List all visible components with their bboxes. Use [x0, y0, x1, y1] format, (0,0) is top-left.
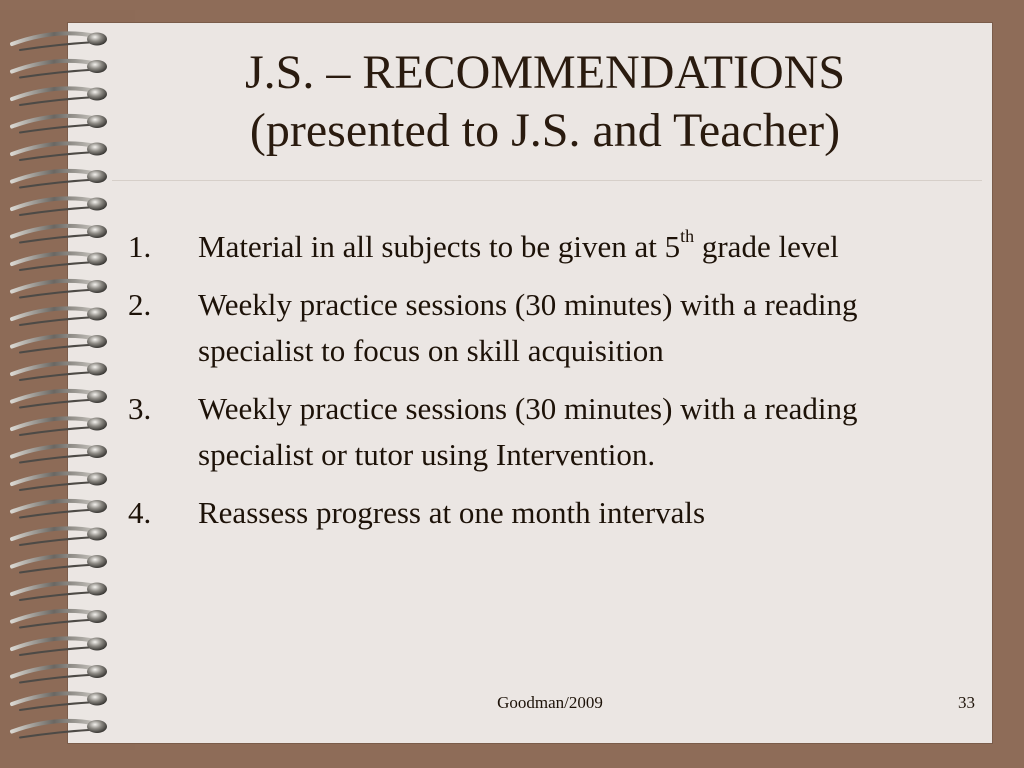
- spiral-bead: [87, 363, 107, 376]
- spiral-bead: [87, 418, 107, 431]
- spiral-wire: [20, 152, 96, 160]
- spiral-bead: [87, 280, 107, 293]
- list-item: [128, 224, 968, 270]
- spiral-wire: [20, 675, 96, 683]
- spiral-bead: [87, 198, 107, 211]
- item-number: 1.: [128, 229, 152, 264]
- spiral-wire: [20, 180, 96, 188]
- spiral-wire: [20, 455, 96, 463]
- spiral-wire: [20, 730, 96, 738]
- title-line-1: J.S. – RECOMMENDATIONS: [244, 46, 846, 99]
- spiral-bead: [87, 473, 107, 486]
- spiral-bead: [87, 665, 107, 678]
- footer-text: Goodman/2009: [497, 693, 603, 712]
- spiral-bead: [87, 638, 107, 651]
- spiral-bead: [87, 445, 107, 458]
- list-item: [128, 490, 968, 536]
- item-superscript: th: [680, 225, 695, 246]
- recommendations-list: [128, 224, 968, 548]
- spiral-wire: [20, 345, 96, 353]
- spiral-wire: [20, 537, 96, 545]
- spiral-wire: [20, 702, 96, 710]
- spiral-bead: [87, 88, 107, 101]
- spiral-wire: [20, 290, 96, 298]
- spiral-wire: [20, 42, 96, 50]
- spiral-bead: [87, 500, 107, 513]
- spiral-wire: [20, 400, 96, 408]
- list-item: [128, 386, 968, 478]
- item-number: 2.: [128, 287, 152, 322]
- spiral-wire: [20, 125, 96, 133]
- spiral-bead: [87, 693, 107, 706]
- item-text: [198, 225, 839, 264]
- spiral-bead: [87, 720, 107, 733]
- title-divider: [112, 180, 982, 181]
- spiral-binding-icon: [0, 0, 120, 768]
- spiral-bead: [87, 225, 107, 238]
- spiral-bead: [87, 33, 107, 46]
- list-item: [128, 282, 968, 374]
- spiral-wire: [20, 592, 96, 600]
- spiral-bead: [87, 555, 107, 568]
- item-number: 3.: [128, 391, 152, 426]
- spiral-bead: [87, 390, 107, 403]
- spiral-bead: [87, 60, 107, 73]
- spiral-bead: [87, 253, 107, 266]
- spiral-wire: [20, 207, 96, 215]
- item-text: Weekly practice sessions (30 minutes) with a reading specialist to focus on skill acquisition: [198, 287, 858, 368]
- spiral-bead: [87, 115, 107, 128]
- spiral-wire: [20, 70, 96, 78]
- spiral-bead: [87, 308, 107, 321]
- item-text-tail: grade level: [694, 229, 839, 264]
- spiral-wire: [20, 372, 96, 380]
- slide-number: 33: [958, 693, 975, 712]
- spiral-wire: [20, 510, 96, 518]
- spiral-bead: [87, 335, 107, 348]
- title-line-2: (presented to J.S. and Teacher): [249, 104, 841, 157]
- spiral-bead: [87, 610, 107, 623]
- item-number: 4.: [128, 495, 152, 530]
- spiral-wire: [20, 317, 96, 325]
- spiral-wire: [20, 427, 96, 435]
- item-text: Reassess progress at one month intervals: [198, 495, 706, 530]
- spiral-bead: [87, 583, 107, 596]
- spiral-coils: [12, 33, 107, 738]
- spiral-wire: [20, 620, 96, 628]
- spiral-wire: [20, 565, 96, 573]
- spiral-bead: [87, 170, 107, 183]
- spiral-wire: [20, 235, 96, 243]
- spiral-bead: [87, 143, 107, 156]
- spiral-wire: [20, 482, 96, 490]
- item-text: Weekly practice sessions (30 minutes) with a reading specialist or tutor using Intervention.: [198, 391, 858, 472]
- spiral-bead: [87, 528, 107, 541]
- slide-title: [125, 44, 965, 160]
- item-text-main: Material in all subjects to be given at 5: [198, 229, 681, 264]
- spiral-wire: [20, 97, 96, 105]
- spiral-wire: [20, 647, 96, 655]
- spiral-wire: [20, 262, 96, 270]
